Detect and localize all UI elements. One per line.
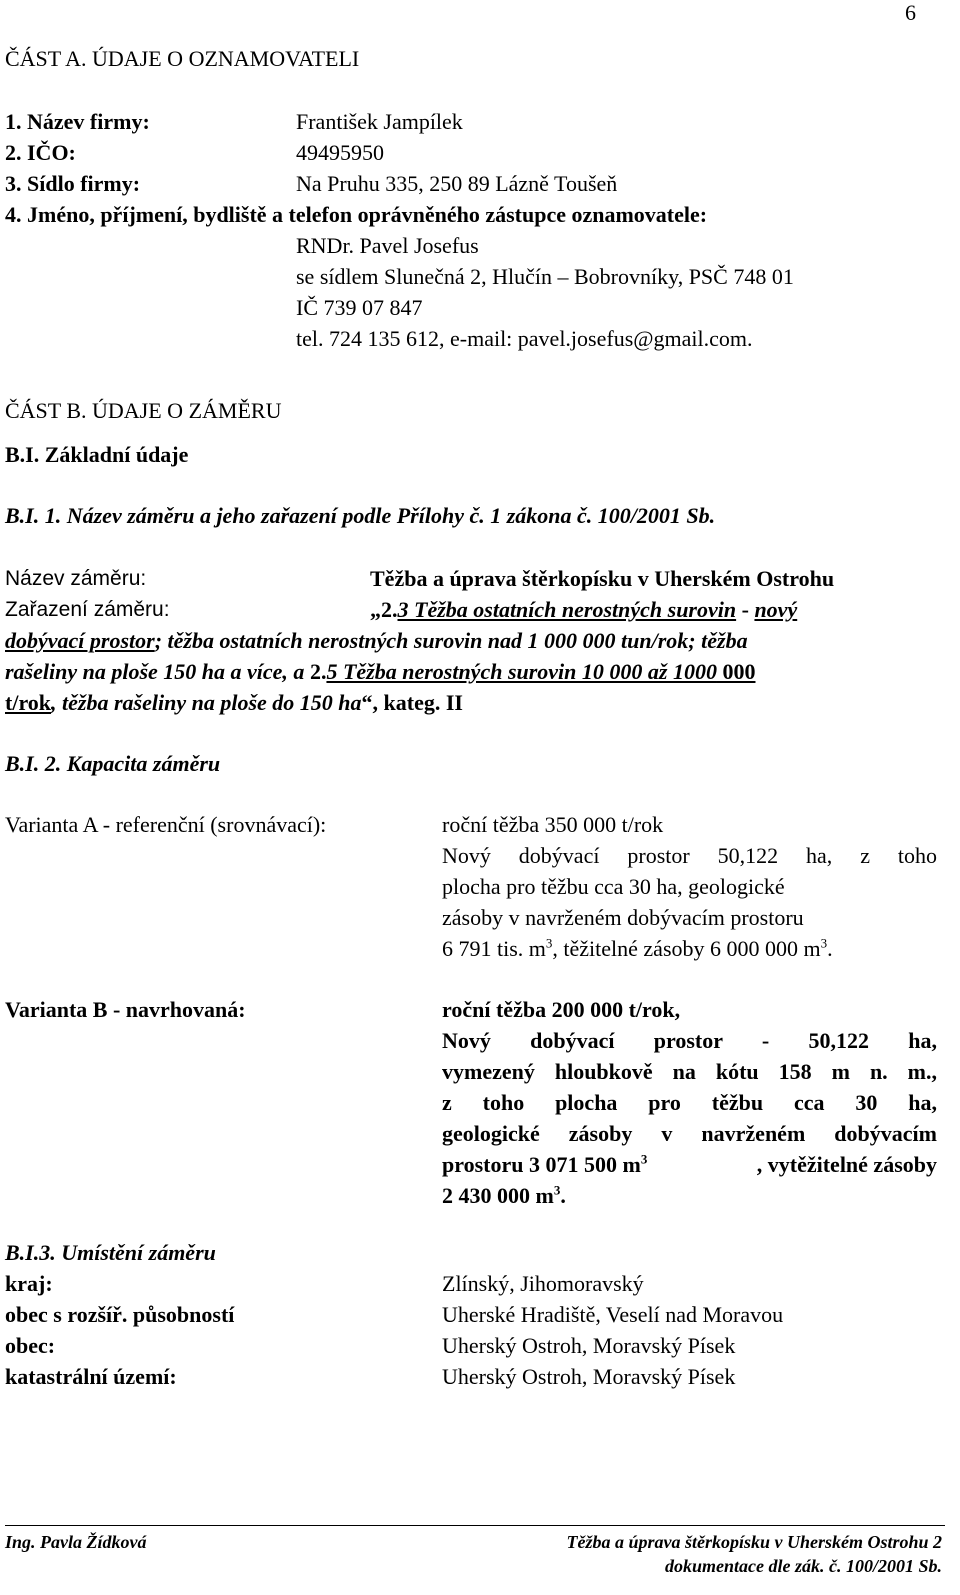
class-sep: - bbox=[736, 597, 755, 622]
class-text-4a: t/rok bbox=[5, 690, 52, 715]
class-text-1: 3 Těžba ostatních nerostných surovin bbox=[397, 597, 737, 622]
variant-a-line-3: plocha pro těžbu cca 30 ha, geologické bbox=[442, 874, 785, 899]
page-number: 6 bbox=[905, 0, 916, 25]
class-code-1: „2. bbox=[370, 597, 398, 622]
variant-a-line-2: Nový dobývací prostor 50,122 ha, z toho bbox=[442, 843, 937, 868]
variant-b-line-3: vymezený hloubkově na kótu 158 m n. m., bbox=[442, 1059, 937, 1084]
superscript: 3 bbox=[553, 1182, 561, 1198]
variant-a-mineable: , těžitelné zásoby 6 000 000 m bbox=[552, 936, 821, 961]
variant-a-line-1: roční těžba 350 000 t/rok bbox=[442, 812, 664, 837]
cadastral-value: Uherský Ostroh, Moravský Písek bbox=[442, 1364, 736, 1389]
footer-divider bbox=[5, 1525, 945, 1526]
municipality-value: Uherský Ostroh, Moravský Písek bbox=[442, 1333, 736, 1358]
municipality-extended-label: obec s rozšíř. působností bbox=[5, 1302, 235, 1327]
variant-b-line-2: Nový dobývací prostor - 50,122 ha, bbox=[442, 1028, 937, 1053]
part-a-title: ČÁST A. ÚDAJE O OZNAMOVATELI bbox=[5, 46, 360, 71]
variant-a-line-5 bbox=[442, 936, 833, 962]
variant-b-line-4: z toho plocha pro těžbu cca 30 ha, bbox=[442, 1090, 937, 1115]
region-value: Zlínský, Jihomoravský bbox=[442, 1271, 644, 1296]
superscript: 3 bbox=[820, 935, 828, 951]
class-text-2a: dobývací prostor bbox=[5, 628, 155, 653]
ico-label: 2. IČO: bbox=[5, 140, 76, 165]
rep-line-address: se sídlem Slunečná 2, Hlučín – Bobrovníky, PSČ 748 01 bbox=[296, 264, 794, 289]
variant-b-line-6 bbox=[442, 1152, 937, 1178]
firm-name-label: 1. Název firmy: bbox=[5, 109, 150, 134]
section-b2-heading: B.I. 2. Kapacita záměru bbox=[5, 751, 221, 776]
seat-label: 3. Sídlo firmy: bbox=[5, 171, 141, 196]
class-text-3d: 000 bbox=[716, 659, 756, 684]
footer-subtitle: dokumentace dle zák. č. 100/2001 Sb. bbox=[665, 1556, 942, 1576]
project-name-label: Název záměru: bbox=[5, 567, 147, 590]
seat-value: Na Pruhu 335, 250 89 Lázně Toušeň bbox=[296, 171, 618, 196]
variant-b-mineable-label: , vytěžitelné zásoby bbox=[756, 1152, 937, 1177]
classification-line-2 bbox=[5, 628, 748, 654]
part-b-subtitle: B.I. Základní údaje bbox=[5, 442, 189, 467]
classification-label: Zařazení záměru: bbox=[5, 598, 170, 621]
cadastral-label: katastrální území: bbox=[5, 1364, 177, 1389]
classification-line-1 bbox=[370, 597, 797, 623]
classification-line-4 bbox=[5, 690, 463, 716]
variant-b-line-1: roční těžba 200 000 t/rok, bbox=[442, 997, 681, 1022]
part-b-title: ČÁST B. ÚDAJE O ZÁMĚRU bbox=[5, 398, 282, 423]
rep-line-ic: IČ 739 07 847 bbox=[296, 295, 423, 320]
superscript: 3 bbox=[545, 935, 553, 951]
region-label: kraj: bbox=[5, 1271, 53, 1296]
footer-title: Těžba a úprava štěrkopísku v Uherském Ostrohu 2 bbox=[566, 1532, 942, 1552]
variant-a-geo-reserves: 6 791 tis. m bbox=[442, 936, 546, 961]
footer-author: Ing. Pavla Žídková bbox=[5, 1532, 147, 1552]
variant-b-line-5: geologické zásoby v navrženém dobývacím bbox=[442, 1121, 937, 1146]
period: . bbox=[560, 1183, 566, 1208]
firm-name-value: František Jampílek bbox=[296, 109, 463, 134]
municipality-extended-value: Uherské Hradiště, Veselí nad Moravou bbox=[442, 1302, 784, 1327]
variant-b-label: Varianta B - navrhovaná: bbox=[5, 997, 246, 1022]
superscript: 3 bbox=[640, 1151, 648, 1167]
variant-a-line-4: zásoby v navrženém dobývacím prostoru bbox=[442, 905, 804, 930]
project-name-value: Těžba a úprava štěrkopísku v Uherském Ostrohu bbox=[370, 566, 835, 591]
municipality-label: obec: bbox=[5, 1333, 56, 1358]
class-text-2b: ; těžba ostatních nerostných surovin nad 1 000 000 tun/rok; těžba bbox=[154, 628, 748, 653]
class-code-2: 2. bbox=[309, 659, 327, 684]
variant-b-line-7 bbox=[442, 1183, 566, 1209]
variant-a-label: Varianta A - referenční (srovnávací): bbox=[5, 812, 327, 837]
period: . bbox=[827, 936, 833, 961]
section-b3-heading: B.I.3. Umístění záměru bbox=[5, 1240, 216, 1265]
representative-label: 4. Jméno, příjmení, bydliště a telefon oprávněného zástupce oznamovatele: bbox=[5, 202, 708, 227]
class-new: nový bbox=[754, 597, 798, 622]
section-b1-heading: B.I. 1. Název záměru a jeho zařazení podle Přílohy č. 1 zákona č. 100/2001 Sb. bbox=[5, 503, 716, 528]
ico-value: 49495950 bbox=[296, 140, 384, 165]
variant-b-geo-reserves: prostoru 3 071 500 m bbox=[442, 1152, 641, 1177]
class-text-3a: rašeliny na ploše 150 ha a více, a bbox=[5, 659, 310, 684]
class-text-4b: , těžba rašeliny na ploše do 150 ha bbox=[51, 690, 362, 715]
class-text-4c: “, kateg. II bbox=[361, 690, 463, 715]
class-text-3c: 5 Těžba nerostných surovin 10 000 až 1000 bbox=[326, 659, 717, 684]
classification-line-3 bbox=[5, 659, 755, 685]
rep-line-name: RNDr. Pavel Josefus bbox=[296, 233, 479, 258]
rep-line-contact: tel. 724 135 612, e-mail: pavel.josefus@gmail.com. bbox=[296, 326, 753, 351]
variant-b-mineable-value: 2 430 000 m bbox=[442, 1183, 554, 1208]
